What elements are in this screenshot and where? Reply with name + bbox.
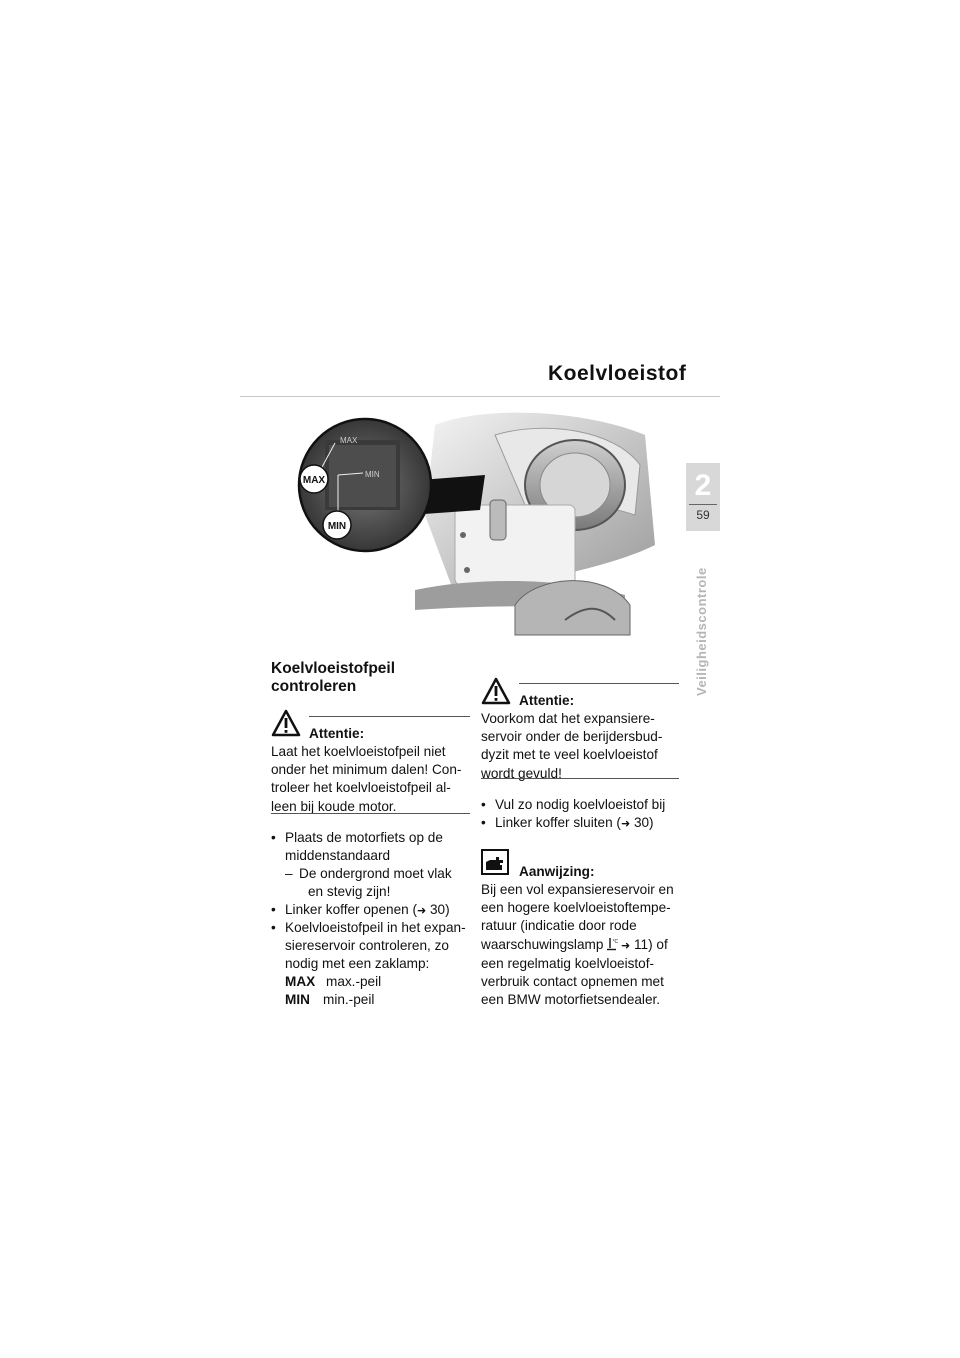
list-item-line: Plaats de motorfiets op de	[285, 830, 443, 845]
chapter-tab-divider	[689, 504, 717, 505]
legend-key: MIN	[285, 992, 310, 1008]
warning-bottom-rule	[481, 778, 679, 779]
warning-top-rule	[309, 716, 470, 717]
list-item-line: en stevig zijn!	[308, 884, 391, 900]
note-line: verbruik contact opnemen met	[481, 974, 664, 990]
page-ref-arrow-icon: ➜	[620, 939, 631, 952]
warning-line: dyzit met te veel koelvloeistof	[481, 747, 658, 763]
page-ref-arrow-icon: ➜	[620, 818, 631, 830]
tank-max-mark: MAX	[340, 436, 358, 445]
warning-line: Laat het koelvloeistofpeil niet	[271, 744, 446, 759]
section-heading-line-1: Koelvloeistofpeil	[271, 660, 396, 677]
list-subitem	[285, 865, 471, 901]
dash-mark: –	[285, 866, 293, 881]
page-ref: 30)	[430, 902, 450, 917]
note-line: Bij een vol expansiereservoir en	[481, 882, 674, 897]
list-item	[481, 814, 686, 833]
list-item	[271, 829, 471, 865]
list-item-text: Linker koffer sluiten (	[495, 815, 621, 830]
list-item-line: siereservoir controleren, zo	[285, 938, 449, 954]
page-number: 59	[696, 508, 710, 522]
chapter-number: 2	[694, 469, 712, 502]
list-item-line	[271, 901, 471, 920]
note-hand-icon	[481, 849, 509, 875]
tank-min-mark: MIN	[365, 470, 380, 479]
list-item-line: middenstandaard	[285, 848, 391, 864]
warning-label: Attentie:	[519, 693, 575, 708]
warning-line: servoir onder de berijdersbud-	[481, 729, 663, 745]
note-text-segment: waarschuwingslamp	[481, 936, 604, 952]
legend-key: MAX	[285, 974, 316, 989]
reservoir-fill	[329, 445, 396, 507]
legend-row	[285, 991, 471, 1009]
note-line: een regelmatig koelvloeistof-	[481, 955, 655, 971]
warning-line: onder het minimum dalen! Con-	[271, 762, 462, 778]
warning-label: Attentie:	[309, 726, 365, 741]
svg-text:°C: °C	[612, 938, 619, 945]
warning-triangle-icon	[481, 677, 511, 705]
page-ref: 30)	[633, 815, 654, 830]
note-line: ratuur (indicatie door rode	[481, 918, 637, 934]
list-item	[481, 796, 686, 814]
bullet-mark: •	[481, 797, 486, 812]
note-label: Aanwijzing:	[519, 864, 595, 879]
warning-line: leen bij koude motor.	[271, 798, 397, 814]
warning-text	[271, 743, 471, 816]
page-ref: 11) of	[633, 936, 668, 952]
note-line	[481, 936, 691, 955]
list-item-line: nodig met een zaklamp:	[285, 956, 430, 972]
max-callout-label: MAX	[302, 475, 326, 486]
bullet-mark: •	[481, 815, 486, 830]
warning-line: troleer het koelvloeistofpeil al-	[271, 780, 451, 796]
section-heading	[271, 660, 395, 696]
legend-value: max.-peil	[326, 974, 382, 989]
warning-line: wordt gevuld!	[481, 765, 562, 781]
note-line: een hogere koelvloeistoftempe-	[481, 900, 671, 916]
title-divider	[240, 396, 720, 397]
list-item-line: De ondergrond moet vlak	[299, 866, 452, 881]
list-item-line: Koelvloeistofpeil in het expan-	[285, 920, 466, 935]
note-text	[481, 881, 691, 1009]
warning-bottom-rule	[271, 813, 470, 814]
warning-text	[481, 710, 686, 783]
list-item	[271, 919, 471, 974]
list-item-text: Vul zo nodig koelvloeistof bij	[495, 797, 666, 812]
page-ref-arrow-icon: ➜	[417, 905, 427, 917]
warning-line: Voorkom dat het expansiere-	[481, 711, 655, 726]
screw-1	[460, 532, 466, 538]
handle-shape	[490, 500, 506, 540]
min-callout-label: MIN	[327, 521, 347, 532]
bullet-mark: •	[271, 902, 276, 917]
side-cover-shape	[455, 505, 575, 585]
section-side-label: Veiligheidscontrole	[694, 567, 709, 696]
list-item-text: Linker koffer openen (	[285, 902, 417, 917]
bullet-mark: •	[271, 830, 276, 845]
warning-triangle-icon	[271, 709, 301, 737]
legend-value: min.-peil	[323, 992, 375, 1008]
note-line: een BMW motorfietsendealer.	[481, 992, 661, 1008]
page-title: Koelvloeistof	[548, 362, 687, 385]
legend	[285, 973, 471, 1009]
legend-row	[285, 973, 471, 991]
coolant-temperature-warning-icon	[607, 937, 617, 951]
bullet-mark: •	[271, 920, 276, 935]
warning-top-rule	[519, 683, 679, 684]
coolant-reservoir-figure	[285, 405, 660, 635]
section-heading-line-2: controleren	[271, 678, 357, 695]
screw-2	[464, 567, 470, 573]
list-item-line	[481, 814, 686, 833]
list-item	[271, 901, 471, 920]
